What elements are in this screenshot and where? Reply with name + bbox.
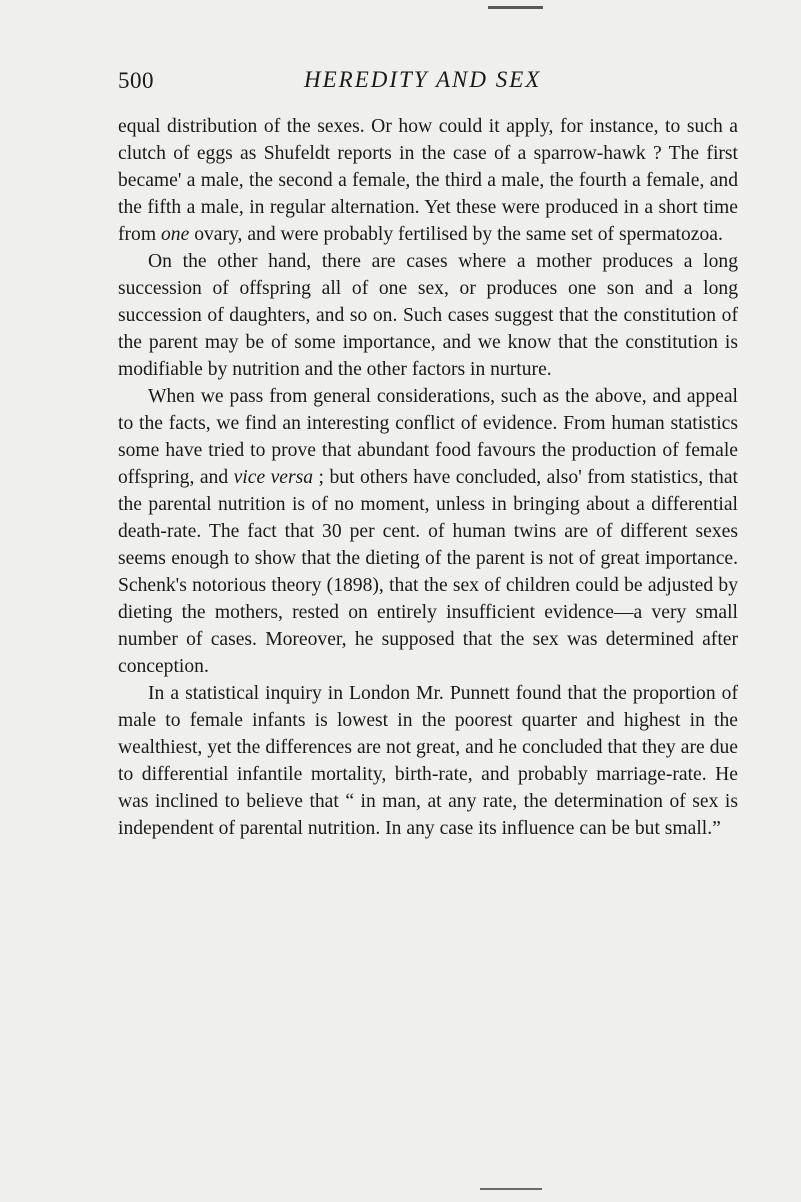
paragraph-1-tail: ovary, and were probably fertilised by the same set of spermatozoa. — [189, 224, 723, 245]
paragraph-1-emphasis: one — [161, 224, 190, 245]
paragraph-4: In a statistical inquiry in London Mr. Punnett found that the proportion of male to female infants is lowest in the poorest quarter and highest in the wealthiest, yet the differences are not great, and he concluded that they are due to differential infantile mortality, birth-rate, and probably marriage-rate. He was inclined to believe that “ in man, at any rate, the determination of sex is independent of parental nutrition. In any case its influence can be but small.” — [118, 683, 738, 839]
body-text — [118, 113, 738, 842]
paragraph-3-text: When we pass from general considerations, such as the above, and appeal to the facts, we find an interesting conflict of evidence. From human statistics some have tried to prove that abundant food favours the production of female offspring, and — [118, 386, 738, 488]
top-edge-mark — [488, 6, 543, 9]
page-header — [118, 68, 738, 100]
paragraph-1 — [118, 113, 738, 248]
paragraph-3 — [118, 383, 738, 680]
page-number: 500 — [118, 68, 154, 93]
paragraph-2: On the other hand, there are cases where a mother produces a long succession of offspring all of one sex, or produces one son and a long succession of daughters, and so on. Such cases suggest that the constitution of the parent may be of some importance, and we know that the constitution is modifiable by nutrition and the other factors in nurture. — [118, 251, 738, 380]
paragraph-3-emphasis: vice versa — [233, 467, 314, 488]
running-head: HEREDITY AND SEX — [304, 67, 542, 92]
bottom-edge-mark — [480, 1188, 542, 1190]
paragraph-3-tail: ; but others have concluded, also' from statistics, that the parental nutrition is of no moment, unless in bringing about a differential death-rate. The fact that 30 per cent. of human twins are of different sexes seems enough to show that the dieting of the parent is not of great importance. Schenk's notorious theory (1898), that the sex of children could be adjusted by dieting the mothers, rested on entirely insufficient evidence—a very small number of cases. Moreover, he supposed that the sex was determined after conception. — [118, 467, 738, 677]
paragraph-1-text: equal distribution of the sexes. Or how could it apply, for instance, to such a clutch of eggs as Shufeldt reports in the case of a sparrow-hawk ? The first became' a male, the second a female, the third a male, the fourth a female, and the fifth a male, in regular alternation. Yet these were produced in a short time from — [118, 116, 738, 245]
